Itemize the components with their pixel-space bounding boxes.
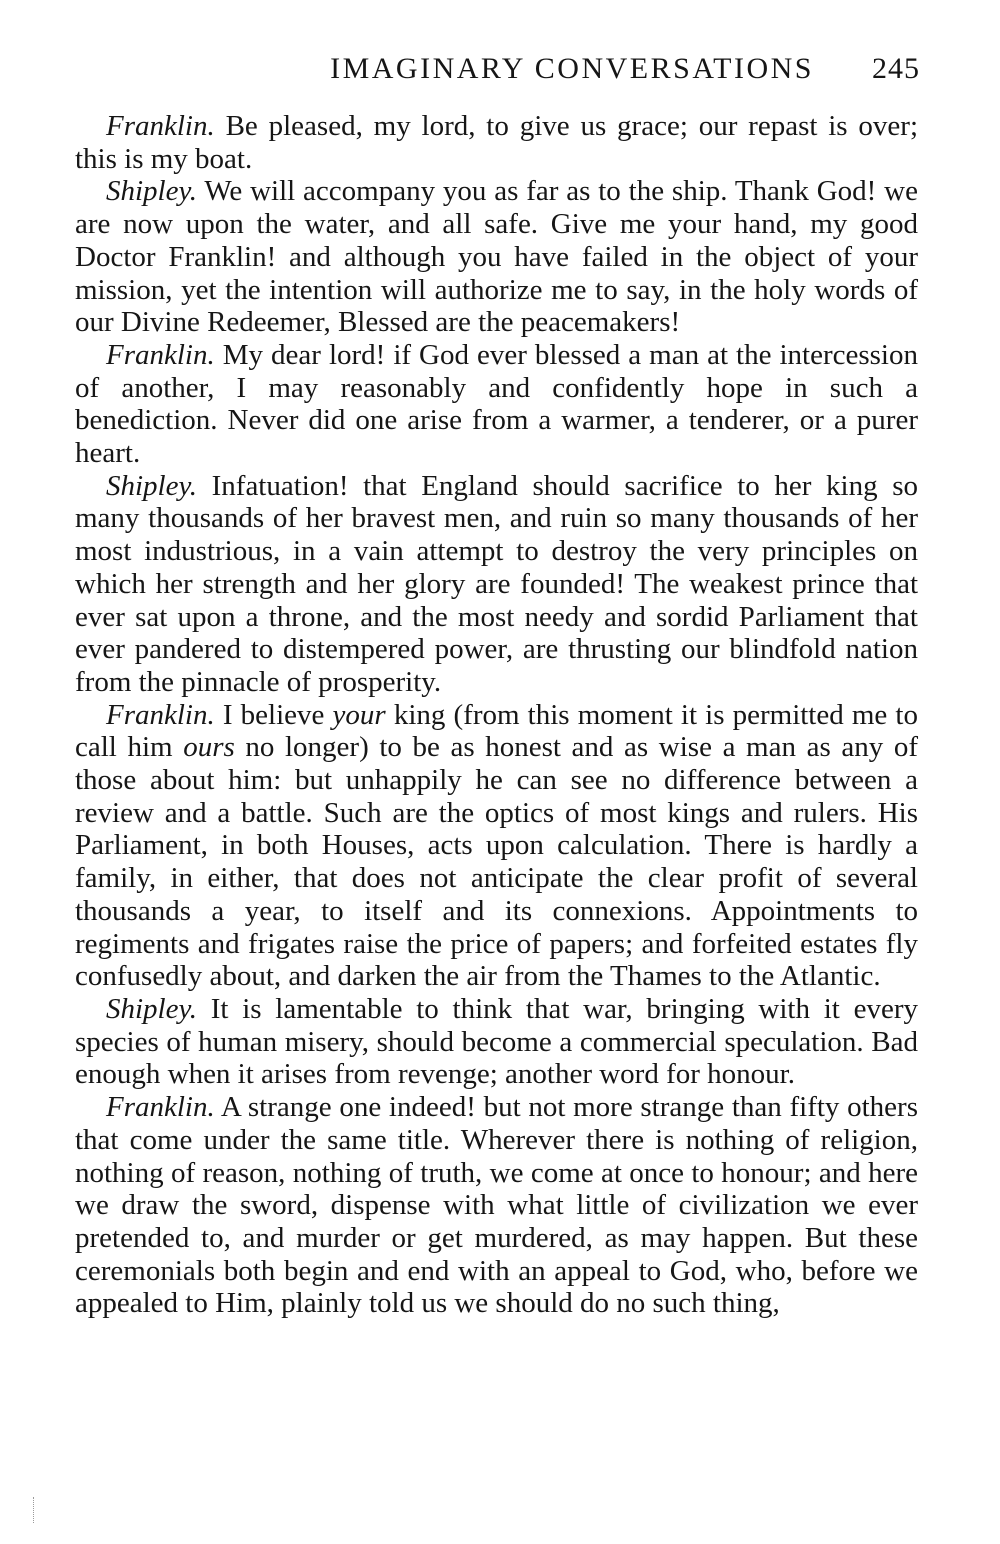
paragraph-shipley-2 [75, 470, 918, 699]
paragraph-franklin-1 [75, 110, 918, 175]
paragraph-franklin-4 [75, 1091, 918, 1320]
running-title: IMAGINARY CONVERSATIONS [330, 52, 814, 85]
speaker-name: Franklin. [106, 110, 215, 142]
speaker-name: Shipley. [106, 992, 198, 1025]
paragraph-franklin-3 [75, 699, 918, 993]
speech-text: It is lamentable to think that war, bringing with it every species of human misery, should become a commercial speculation. Bad enough when it arises from revenge; another word for honour. [75, 992, 918, 1091]
paragraph-franklin-2 [75, 339, 918, 470]
speech-text: I believe [214, 698, 333, 731]
speech-text: king (from this moment it is permitted me to call him [75, 698, 918, 764]
page-number: 245 [872, 52, 920, 85]
speech-text: A strange one indeed! but not more strange than fifty others that come under the same title. Wherever there is nothing of religion, nothing of reason, nothing of truth, we come at once to honour; and here we draw the sword, dispense with what little of civilization we ever pretended to, and murder or get murdered, as may happen. But these ceremonials both begin and end with an appeal to God, who, before we appealed to Him, plainly told us we should do no such thing, [75, 1091, 918, 1320]
speaker-name: Franklin. [106, 1091, 215, 1124]
body-text [75, 110, 918, 1320]
paragraph-shipley-3 [75, 993, 918, 1091]
emphasis-your: your [332, 698, 386, 731]
speech-text: We will accompany you as far as to the ship. Thank God! we are now upon the water, and all safe. Give me your hand, my good Doctor Franklin! and although you have failed in the object of your mission, yet the intention will authorize me to say, in the holy words of our Divine Redeemer, Blessed are the peacemakers! [75, 175, 918, 339]
speaker-name: Shipley. [106, 175, 198, 208]
speech-text: My dear lord! if God ever blessed a man at the intercession of another, I may reasonably and confidently hope in such a benediction. Never did one arise from a warmer, a tenderer, or a purer heart. [75, 338, 918, 470]
speaker-name: Franklin. [106, 338, 215, 371]
paragraph-shipley-1 [75, 175, 918, 339]
speech-text: Infatuation! that England should sacrifice to her king so many thousands of her bravest men, and ruin so many thousands of her most industrious, in a vain attempt to destroy the very principles on which her strength and her glory are founded! The weakest prince that ever sat upon a throne, and the most needy and sordid Parliament that ever pandered to distempered power, are thrusting our blindfold nation from the pinnacle of prosperity. [75, 469, 918, 698]
emphasis-ours: ours [183, 731, 235, 764]
running-header [75, 52, 920, 96]
speaker-name: Franklin. [106, 698, 215, 731]
margin-mark [33, 1497, 35, 1523]
speech-text: Be pleased, my lord, to give us grace; our repast is over; this is my boat. [75, 110, 918, 175]
speech-text: no longer) to be as honest and as wise a man as any of those about him: but unhappily he can see no difference between a review and a battle. Such are the optics of most kings and rulers. His Parliament, in both Houses, acts upon calculation. There is hardly a family, in either, that does not anticipate the clear profit of several thousands a year, to itself and its connexions. Appointments to regiments and frigates raise the price of papers; and forfeited estates fly confusedly about, and darken the air from the Thames to the Atlantic. [75, 731, 918, 993]
speaker-name: Shipley. [106, 469, 198, 502]
